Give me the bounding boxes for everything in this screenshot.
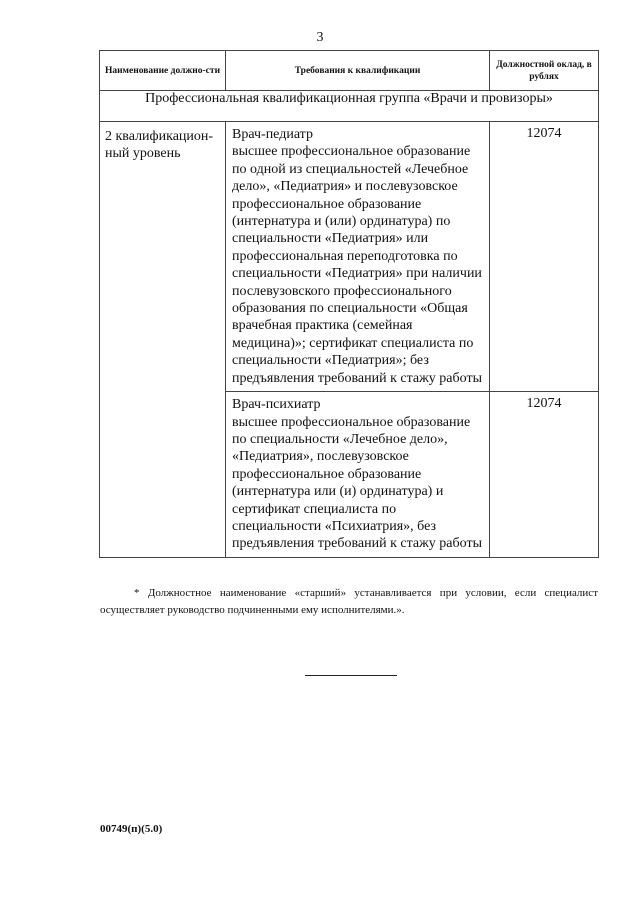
header-position: Наименование должно-сти — [100, 51, 226, 91]
requirements-text: высшее профессиональное образование по одной из специальностей «Лечебное дело», «Педиатрия» и послевузовское профессиональное образование (интернатура и (или) ординатура) по специальности «Педиатрия» или профессиональная переподготовка по специальности «Педиатрия» при наличии послевузовского профессионального образования по специальности «Общая врачебная практика (семейная медицина)»; сертификат специалиста по специальности «Педиатрия»; без предъявления требований к стажу работы — [232, 144, 482, 386]
position-title: Врач-педиатр — [232, 127, 313, 142]
table-header-row — [100, 51, 599, 91]
group-title: Профессиональная квалификационная группа «Врачи и провизоры» — [100, 91, 599, 122]
page-number: 3 — [316, 30, 324, 45]
requirements-text: высшее профессиональное образование по специальности «Лечебное дело», «Педиатрия», послевузовское профессиональное образование (интернатура или (и) ординатура) и сертификат специалиста по специальности «Психиатрия», без предъявления требований к стажу работы — [232, 414, 482, 552]
table-row — [100, 122, 599, 392]
divider-line — [305, 675, 397, 676]
salary-cell: 12074 — [490, 122, 599, 392]
document-code: 00749(п)(5.0) — [100, 823, 163, 835]
requirements-cell — [226, 392, 490, 558]
header-requirements: Требования к квалификации — [226, 51, 490, 91]
salary-cell: 12074 — [490, 392, 599, 558]
footnote: * Должностное наименование «старший» устанавливается при условии, если специалист осуществляет руководство подчиненными ему исполнителями.». — [100, 587, 598, 616]
header-salary: Должностной оклад, в рублях — [490, 51, 599, 91]
qualification-level: 2 квалификацион-ный уровень — [100, 122, 226, 558]
qualification-table — [99, 50, 599, 558]
requirements-cell — [226, 122, 490, 392]
position-title: Врач-психиатр — [232, 397, 321, 413]
group-row — [100, 91, 599, 122]
